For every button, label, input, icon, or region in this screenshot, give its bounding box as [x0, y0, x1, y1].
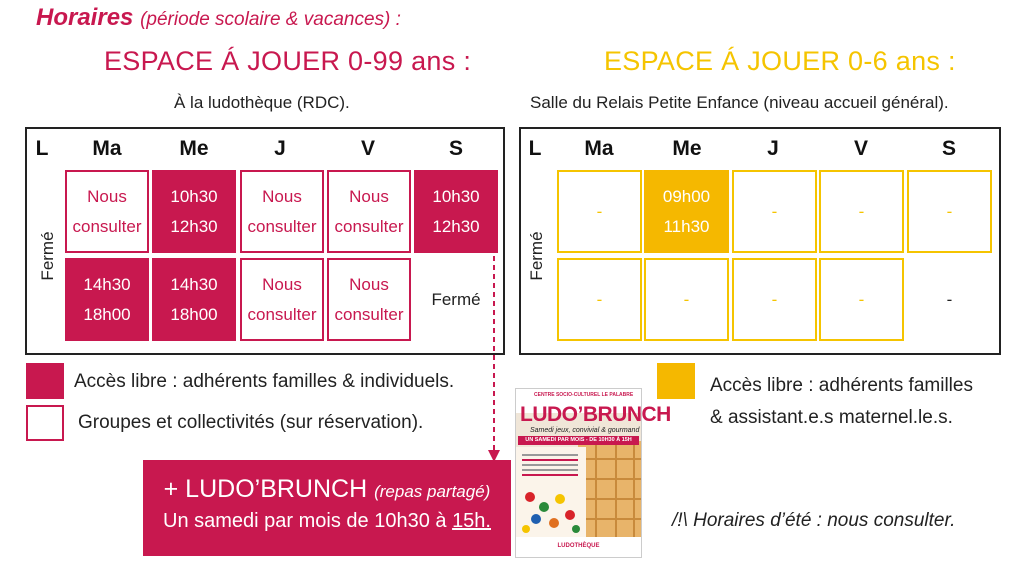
- right-cell-row1-me: [644, 170, 729, 253]
- left-cell-row1-me: [152, 170, 236, 253]
- cell-line: -: [946, 289, 953, 309]
- poster-text-block: [518, 451, 582, 491]
- left-space-location: À la ludothèque (RDC).: [174, 93, 350, 112]
- legend-pink-filled-text: Accès libre : adhérents familles & individuels.: [74, 371, 455, 392]
- legend-yellow-line1: Accès libre : adhérents familles: [710, 375, 973, 396]
- right-day-header-2: Me: [672, 137, 702, 160]
- left-cell-row1-ma: [65, 170, 149, 253]
- legend-pink-outline-text: Groupes et collectivités (sur réservation).: [78, 412, 424, 433]
- left-cell-row2-v: [327, 258, 411, 341]
- right-day-header-3: J: [767, 137, 779, 160]
- cell-line: -: [596, 289, 603, 309]
- ludo-brunch-poster[interactable]: [515, 388, 671, 558]
- cell-line: 10h30: [170, 186, 218, 206]
- legend-pink-outline-swatch: [26, 405, 64, 441]
- cell-line: Nous: [262, 186, 302, 206]
- cell-line: 11h30: [663, 216, 710, 236]
- cell-line: -: [596, 201, 603, 221]
- left-day-header-0: L: [35, 137, 49, 160]
- cell-line: consulter: [72, 216, 142, 236]
- right-cell-row1-v: [819, 170, 904, 253]
- cell-line: Fermé: [431, 289, 481, 309]
- cell-line: -: [683, 289, 690, 309]
- left-cell-row1-v: [327, 170, 411, 253]
- left-cell-row2-me: [152, 258, 236, 341]
- cell-line: 09h00: [662, 186, 711, 206]
- cell-line: -: [771, 201, 778, 221]
- left-cell-row2-ma: [65, 258, 149, 341]
- left-day-header-5: S: [448, 137, 463, 160]
- brunch-title-line: [143, 475, 511, 504]
- poster-footer: LUDOTHÈQUE: [557, 543, 600, 549]
- cell-line: consulter: [247, 216, 317, 236]
- cell-line: 18h00: [170, 304, 218, 324]
- left-cell-row1-s: [414, 170, 498, 253]
- brunch-schedule-line: [143, 510, 511, 533]
- brunch-note: (repas partagé): [374, 482, 491, 501]
- left-space-title: ESPACE Á JOUER 0-99 ans :: [104, 46, 472, 76]
- summer-hours-note: /!\ Horaires d’été : nous consulter.: [672, 510, 956, 531]
- cell-line: -: [858, 201, 865, 221]
- cell-line: Nous: [87, 186, 127, 206]
- cell-line: 14h30: [83, 274, 131, 294]
- right-day-header-1: Ma: [584, 137, 614, 160]
- brunch-schedule-prefix: Un samedi par mois de 10h30 à: [163, 510, 453, 532]
- left-day-header-4: V: [360, 137, 375, 160]
- ludo-brunch-box: [143, 460, 511, 556]
- poster-title: LUDO’BRUNCH: [520, 403, 671, 426]
- poster-tagline: Samedi jeux, convivial & gourmand: [530, 427, 640, 434]
- legend-yellow-swatch: [657, 363, 695, 399]
- right-cell-row2-me: [644, 258, 729, 341]
- right-cell-row1-j: [732, 170, 817, 253]
- page-title: [36, 4, 401, 32]
- cell-line: -: [858, 289, 865, 309]
- cell-line: 12h30: [170, 216, 218, 236]
- cell-line: consulter: [334, 304, 404, 324]
- cell-line: Nous: [262, 274, 302, 294]
- legend-yellow-line2: & assistant.e.s maternel.le.s.: [710, 407, 953, 428]
- right-cell-row1-ma: [557, 170, 642, 253]
- poster-band: UN SAMEDI PAR MOIS - DE 10H30 À 15H: [518, 436, 639, 445]
- cell-line: 10h30: [432, 186, 480, 206]
- cell-line: -: [946, 201, 953, 221]
- left-day-header-1: Ma: [92, 137, 122, 160]
- poster-header: CENTRE SOCIO-CULTUREL LE PALABRE: [534, 392, 634, 398]
- brunch-title: + LUDO’BRUNCH: [163, 475, 368, 503]
- right-space-location: Salle du Relais Petite Enfance (niveau accueil général).: [530, 93, 949, 112]
- legend-yellow-text: [710, 370, 973, 434]
- cell-line: -: [771, 289, 778, 309]
- right-day-header-0: L: [528, 137, 542, 160]
- right-monday-closed: Fermé: [527, 231, 546, 281]
- cell-line: consulter: [247, 304, 317, 324]
- cell-line: 12h30: [432, 216, 480, 236]
- right-day-header-4: V: [853, 137, 868, 160]
- right-cell-row2-ma: [557, 258, 642, 341]
- right-space-title: ESPACE Á JOUER 0-6 ans :: [604, 46, 956, 76]
- left-cell-row2-j: [240, 258, 324, 341]
- brunch-schedule-time: 15h.: [452, 510, 491, 532]
- left-monday-closed: Fermé: [38, 231, 57, 281]
- title-main: Horaires: [36, 4, 134, 31]
- cell-line: Nous: [349, 274, 389, 294]
- cell-line: Nous: [349, 186, 389, 206]
- right-cell-row1-s: [907, 170, 992, 253]
- dashed-arrow: [486, 256, 506, 464]
- right-cell-row2-v: [819, 258, 904, 341]
- right-day-header-5: S: [941, 137, 956, 160]
- right-cell-row2-j: [732, 258, 817, 341]
- cell-line: 14h30: [170, 274, 218, 294]
- left-cell-row1-j: [240, 170, 324, 253]
- left-day-header-3: J: [274, 137, 286, 160]
- left-day-header-2: Me: [179, 137, 209, 160]
- title-subtitle: (période scolaire & vacances) :: [140, 9, 401, 30]
- cell-line: 18h00: [83, 304, 131, 324]
- legend-pink-filled-swatch: [26, 363, 64, 399]
- cell-line: consulter: [334, 216, 404, 236]
- right-cell-row2-s: [907, 258, 992, 341]
